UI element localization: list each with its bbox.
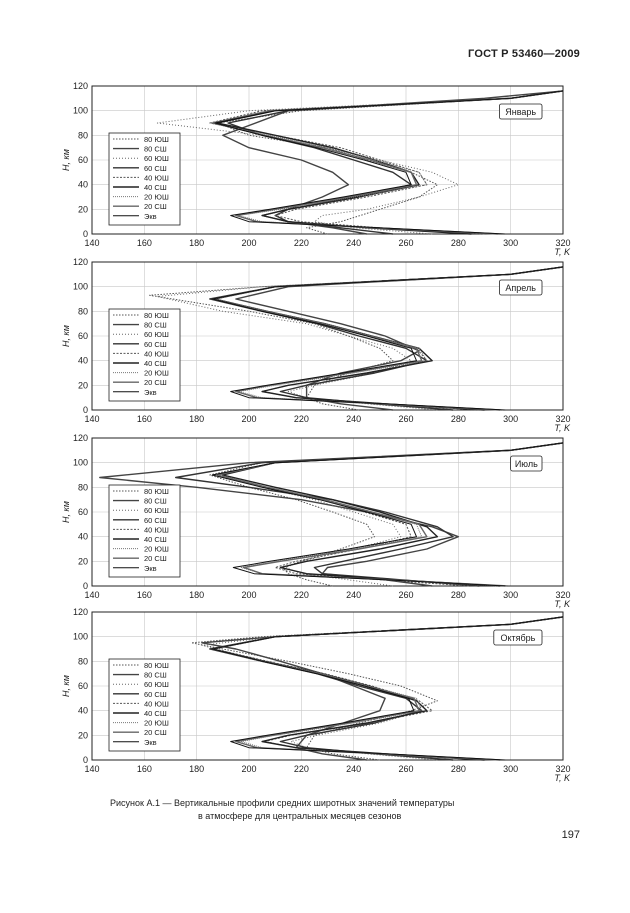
legend-entry: 40 СШ xyxy=(144,535,167,544)
figure-caption xyxy=(110,797,530,823)
legend-entry: 60 ЮШ xyxy=(144,506,169,516)
y-tick-label: 60 xyxy=(77,681,88,691)
x-axis-label: T, K xyxy=(554,423,570,433)
legend-entry: 80 ЮШ xyxy=(144,487,169,496)
legend-entry: 80 СШ xyxy=(144,320,167,330)
x-tick-label: 220 xyxy=(293,414,309,424)
legend-entry: 40 ЮШ xyxy=(144,173,169,183)
legend-entry: 20 ЮШ xyxy=(144,368,169,378)
x-tick-label: 200 xyxy=(241,238,257,248)
y-tick-label: 120 xyxy=(72,433,88,443)
x-tick-label: 240 xyxy=(346,414,362,424)
x-tick-label: 300 xyxy=(503,764,519,774)
legend-entry: 40 СШ xyxy=(144,359,167,368)
y-axis-label: H, км xyxy=(61,501,71,523)
legend-entry: 60 СШ xyxy=(144,163,167,173)
legend-entry: Экв xyxy=(144,737,157,747)
y-tick-label: 120 xyxy=(72,81,88,91)
x-tick-label: 260 xyxy=(398,764,414,774)
y-tick-label: 100 xyxy=(72,105,88,116)
legend-entry: 80 СШ xyxy=(144,670,167,680)
y-tick-label: 20 xyxy=(77,380,88,391)
y-tick-label: 0 xyxy=(82,581,88,591)
x-tick-label: 300 xyxy=(503,414,519,424)
legend-entry: 80 ЮШ xyxy=(144,661,169,670)
legend-entry: 20 СШ xyxy=(144,378,167,388)
y-axis-label: H, км xyxy=(61,325,71,347)
legend-entry: Экв xyxy=(144,563,157,573)
y-tick-label: 40 xyxy=(77,355,88,366)
y-tick-label: 20 xyxy=(77,204,88,215)
legend-entry: 40 ЮШ xyxy=(144,699,169,709)
x-tick-label: 260 xyxy=(398,414,414,424)
legend-entry: 60 СШ xyxy=(144,339,167,349)
y-axis-label: H, км xyxy=(61,675,71,697)
panel-label: Октябрь xyxy=(500,633,536,643)
legend-entry: 20 СШ xyxy=(144,202,167,212)
y-tick-label: 80 xyxy=(77,482,88,493)
page-number: 197 xyxy=(561,829,580,841)
x-tick-label: 240 xyxy=(346,590,362,600)
legend-entry: 20 СШ xyxy=(144,554,167,564)
x-tick-label: 260 xyxy=(398,238,414,248)
x-tick-label: 160 xyxy=(136,414,152,424)
y-tick-label: 60 xyxy=(77,155,88,165)
legend-entry: 40 СШ xyxy=(144,183,167,192)
x-tick-label: 140 xyxy=(84,414,100,424)
y-tick-label: 120 xyxy=(72,257,88,267)
legend-entry: 80 СШ xyxy=(144,144,167,154)
x-tick-label: 180 xyxy=(189,414,205,424)
y-tick-label: 60 xyxy=(77,331,88,341)
x-tick-label: 160 xyxy=(136,590,152,600)
legend-entry: 80 СШ xyxy=(144,496,167,506)
x-tick-label: 300 xyxy=(503,238,519,248)
y-tick-label: 120 xyxy=(72,607,88,617)
x-tick-label: 280 xyxy=(450,238,466,248)
x-tick-label: 220 xyxy=(293,764,309,774)
x-tick-label: 320 xyxy=(555,414,571,424)
panel-label: Июль xyxy=(514,459,538,469)
figure-caption-line-2: в атмосфере для центральных месяцев сезонов xyxy=(198,811,402,821)
y-tick-label: 20 xyxy=(77,556,88,567)
x-axis-label: T, K xyxy=(554,599,570,609)
legend-entry: 60 ЮШ xyxy=(144,680,169,690)
legend-entry: 20 ЮШ xyxy=(144,718,169,728)
x-tick-label: 180 xyxy=(189,590,205,600)
x-tick-label: 280 xyxy=(450,764,466,774)
legend-entry: 80 ЮШ xyxy=(144,135,169,144)
figure-caption-line-1: Рисунок А.1 — Вертикальные профили средних широтных значений температуры xyxy=(110,798,455,808)
x-tick-label: 140 xyxy=(84,764,100,774)
x-axis-label: T, K xyxy=(554,247,570,257)
x-tick-label: 160 xyxy=(136,238,152,248)
x-tick-label: 200 xyxy=(241,590,257,600)
x-tick-label: 140 xyxy=(84,238,100,248)
legend-entry: 40 СШ xyxy=(144,709,167,718)
y-tick-label: 100 xyxy=(72,457,88,468)
legend-entry: Экв xyxy=(144,387,157,397)
standard-header: ГОСТ Р 53460—2009 xyxy=(468,48,580,60)
legend-entry: 40 ЮШ xyxy=(144,525,169,535)
y-tick-label: 0 xyxy=(82,229,88,239)
x-tick-label: 300 xyxy=(503,590,519,600)
y-tick-label: 40 xyxy=(77,531,88,542)
x-tick-label: 240 xyxy=(346,238,362,248)
legend-entry: 20 ЮШ xyxy=(144,192,169,202)
y-axis-label: H, км xyxy=(61,149,71,171)
x-tick-label: 220 xyxy=(293,238,309,248)
y-tick-label: 0 xyxy=(82,405,88,415)
x-axis-label: T, K xyxy=(554,773,570,783)
y-tick-label: 100 xyxy=(72,631,88,642)
panel-label: Январь xyxy=(505,107,537,117)
x-tick-label: 320 xyxy=(555,590,571,600)
x-tick-label: 200 xyxy=(241,414,257,424)
legend-entry: 60 СШ xyxy=(144,689,167,699)
y-tick-label: 60 xyxy=(77,507,88,517)
legend-entry: 60 ЮШ xyxy=(144,154,169,164)
y-tick-label: 80 xyxy=(77,306,88,317)
y-tick-label: 80 xyxy=(77,130,88,141)
panel-label: Апрель xyxy=(505,283,536,293)
legend-entry: Экв xyxy=(144,211,157,221)
x-tick-label: 260 xyxy=(398,590,414,600)
x-tick-label: 280 xyxy=(450,414,466,424)
x-tick-label: 240 xyxy=(346,764,362,774)
y-tick-label: 40 xyxy=(77,705,88,716)
x-tick-label: 320 xyxy=(555,238,571,248)
legend-entry: 20 СШ xyxy=(144,728,167,738)
x-tick-label: 180 xyxy=(189,764,205,774)
x-tick-label: 140 xyxy=(84,590,100,600)
legend-entry: 60 ЮШ xyxy=(144,330,169,340)
x-tick-label: 200 xyxy=(241,764,257,774)
y-tick-label: 100 xyxy=(72,281,88,292)
x-tick-label: 280 xyxy=(450,590,466,600)
y-tick-label: 80 xyxy=(77,656,88,667)
x-tick-label: 220 xyxy=(293,590,309,600)
x-tick-label: 160 xyxy=(136,764,152,774)
x-tick-label: 180 xyxy=(189,238,205,248)
legend-entry: 80 ЮШ xyxy=(144,311,169,320)
y-tick-label: 20 xyxy=(77,730,88,741)
legend-entry: 60 СШ xyxy=(144,515,167,525)
x-tick-label: 320 xyxy=(555,764,571,774)
legend-entry: 40 ЮШ xyxy=(144,349,169,359)
y-tick-label: 0 xyxy=(82,755,88,765)
y-tick-label: 40 xyxy=(77,179,88,190)
legend-entry: 20 ЮШ xyxy=(144,544,169,554)
